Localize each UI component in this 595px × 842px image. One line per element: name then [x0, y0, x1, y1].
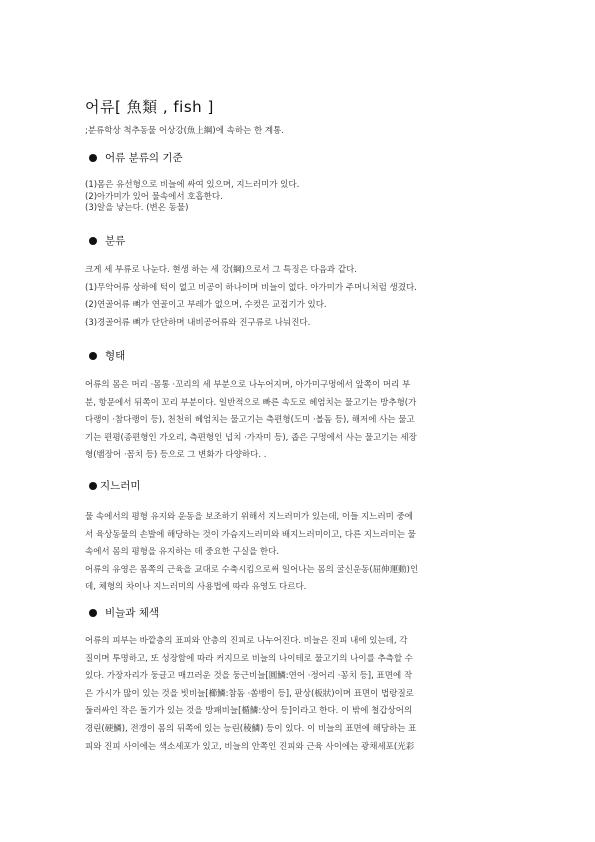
body-line: 경린(硬鱗), 전갱이 몸의 뒤쪽에 있는 능린(稜鱗) 등이 있다. 이 비늘의 표면에 해당하는 표: [85, 723, 417, 734]
section-heading-morphology: [89, 348, 125, 363]
body-line: 크게 세 부류로 나눈다. 현생 하는 세 강(綱)으로서 그 특징은 다음과 같다.: [85, 265, 357, 275]
body-line: 데, 체형의 차이나 지느러미의 사용법에 따라 유영도 다르다.: [85, 582, 307, 593]
body-line: 질이며 투명하고, 또 성장함에 따라 커지므로 비늘의 나이테로 물고기의 나이를 추측할 수: [85, 653, 414, 664]
section-heading-text: 지느러미: [100, 480, 141, 492]
body-line: (2)아가미가 있어 물속에서 호흡한다.: [85, 191, 223, 202]
body-line: 기는 편평(종편형인 가오리, 측편형인 넙치 ·가자미 등), 좁은 구멍에서 사는 물고기는 세장: [85, 432, 417, 443]
section-body-fins: [85, 509, 517, 597]
page-title: 어류[ 魚類 , fish ]: [85, 98, 214, 116]
section-heading-scales-and-color: [89, 605, 159, 620]
section-body-morphology: [85, 377, 517, 465]
body-line: 형(뱀장어 ·꼼치 등) 등으로 그 변화가 다양하다. .: [85, 450, 267, 461]
bullet-icon: [89, 352, 97, 360]
body-line: 분, 항문에서 뒤쪽이 꼬리 부분이다. 일반적으로 빠른 속도로 헤엄치는 물고기는 방추형(가: [85, 397, 417, 408]
bullet-icon: [89, 609, 97, 617]
body-line: (3)경골어류 뼈가 단단하며 내비공어류와 진구류로 나눠진다.: [85, 317, 311, 328]
body-line: (1)몸은 유선형으로 비늘에 싸여 있으며, 지느러미가 있다.: [85, 180, 300, 190]
body-line: (1)무악어류 상하에 턱이 없고 비공이 하나이며 비늘이 없다. 아가미가 주머니처럼 생겼다.: [85, 282, 417, 293]
body-line: 둘러싸인 작은 돌기가 있는 것을 방패비늘[楯鱗:상어 등]이라고 한다. 이 밖에 철갑상어의: [85, 706, 413, 717]
body-line: 있다. 가장자리가 둥글고 매끄러운 것을 둥근비늘[圓鱗:연어 ·정어리 ·꽁치 등], 표면에 작: [85, 671, 413, 682]
section-body-classification: [85, 262, 517, 332]
body-line: 다랭이 ·참다랭이 등), 천천히 헤엄치는 물고기는 측편형(도미 ·볼돔 등), 해저에 사는 물고: [85, 415, 415, 426]
bullet-icon: [89, 237, 97, 245]
body-line: 물 속에서의 평형 유지와 운동을 보조하기 위해서 지느러미가 있는데, 이들 지느러미 중에: [85, 512, 414, 522]
section-heading-classification: [89, 233, 125, 248]
body-line: 속에서 몸의 평형을 유지하는 데 중요한 구실을 한다.: [85, 547, 280, 558]
section-heading-text: 어류 분류의 기준: [105, 152, 183, 164]
section-heading-text: 형태: [105, 350, 126, 362]
section-body-scales-and-color: [85, 633, 517, 756]
body-line: 어류의 피부는 바깥층의 표피와 안층의 진피로 나누어진다. 비늘은 진피 내에 있는데, 각: [85, 636, 408, 646]
section-heading-text: 비늘과 체색: [105, 607, 160, 619]
body-line: (2)연골어류 뼈가 연골이고 부레가 없으며, 수컷은 교접기가 있다.: [85, 300, 327, 311]
body-line: 어류의 유영은 몸쪽의 근육을 교대로 수축시킴으로써 일어나는 몸의 굴신운동(屈伸運動)인: [85, 564, 419, 575]
section-heading-fins: [89, 478, 141, 493]
section-body-classification-criteria: [85, 180, 517, 215]
bullet-icon: [89, 154, 97, 162]
section-heading-classification-criteria: [89, 150, 183, 165]
page-subtitle: ;분류학상 척추동물 어상강(魚上綱)에 속하는 한 계통.: [85, 126, 285, 136]
body-line: 은 가시가 많이 있는 것을 빗비늘[櫛鱗:참돔 ·쏨뱅이 등], 판상(板狀)이며 표면이 법랑질로: [85, 688, 414, 699]
section-heading-text: 분류: [105, 235, 126, 247]
body-line: 피와 진피 사이에는 색소세포가 있고, 비늘의 안쪽인 진피와 근육 사이에는 광채세포(光彩: [85, 741, 415, 752]
body-line: 서 육상동물의 손발에 해당하는 것이 가슴지느러미와 배지느러미이고, 다른 지느러미는 물: [85, 529, 416, 540]
body-line: (3)알을 낳는다. (변온 동물): [85, 203, 189, 214]
body-line: 어류의 몸은 머리 ·몸통 ·꼬리의 세 부분으로 나누어지며, 아가미구멍에서 앞쪽이 머리 부: [85, 380, 411, 390]
bullet-icon: [89, 482, 97, 490]
